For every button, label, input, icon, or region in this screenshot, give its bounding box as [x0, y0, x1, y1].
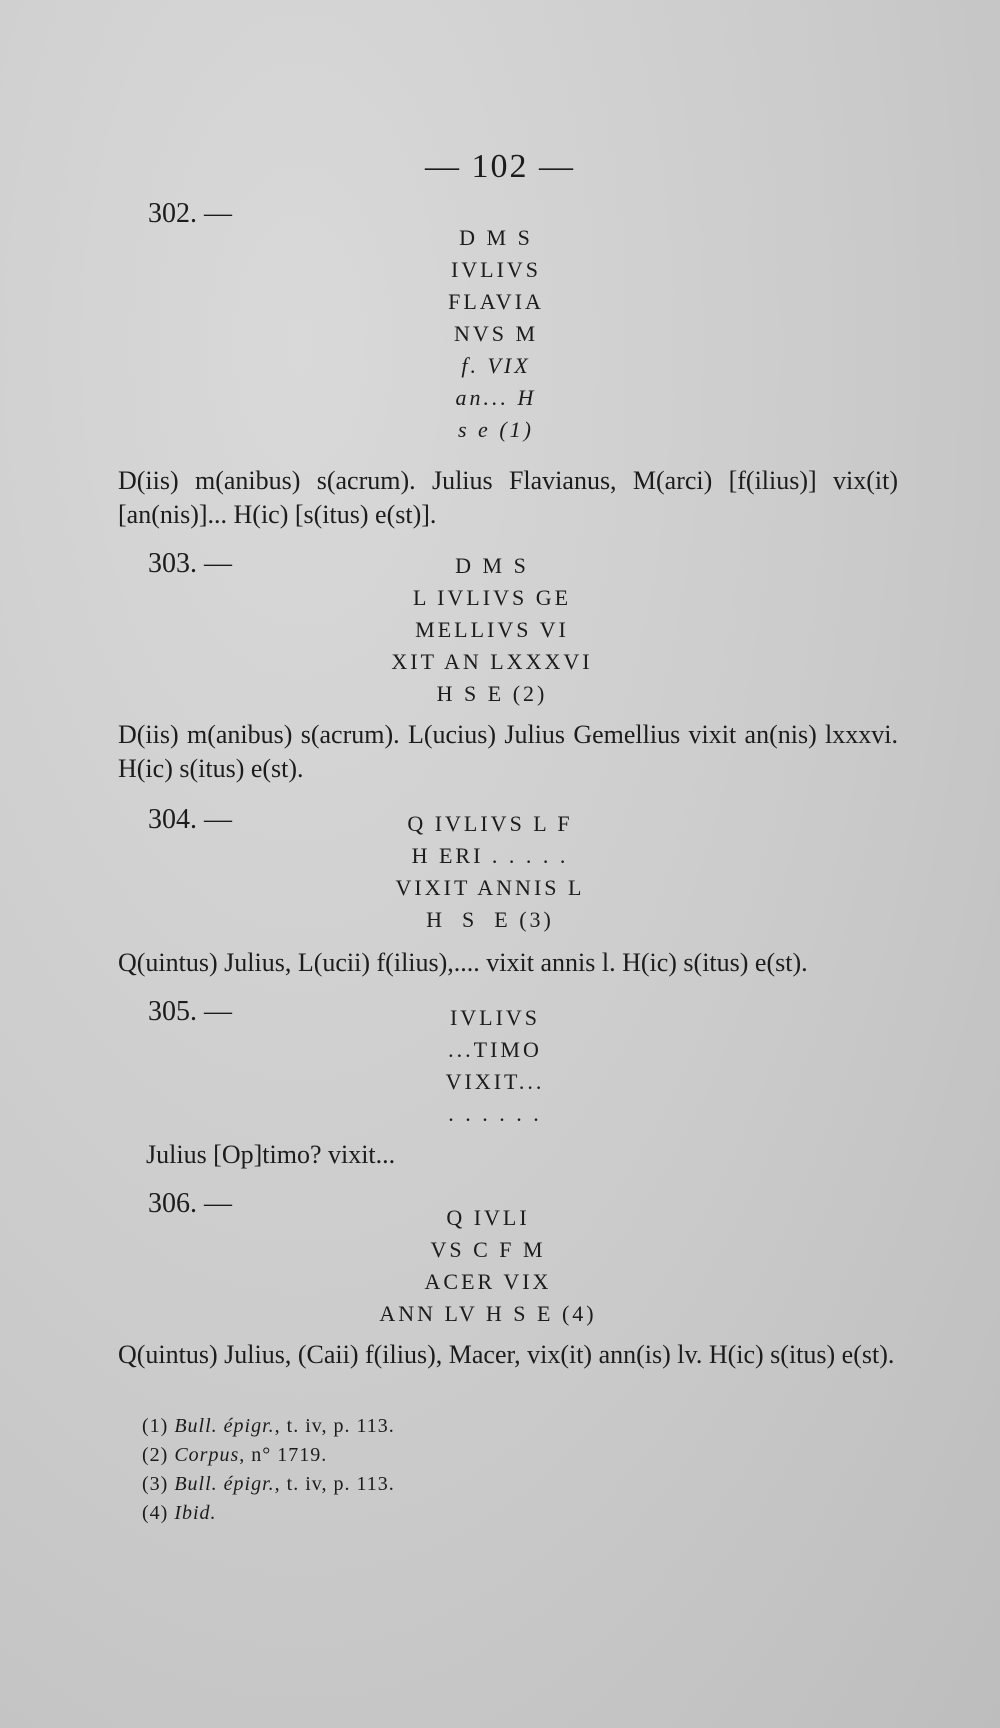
- footnote-source: Bull. épigr.: [174, 1415, 275, 1437]
- inscription-block: [0, 1002, 995, 1130]
- inscription-line: Q IVLI: [446, 1205, 530, 1230]
- translation-text: D(iis) m(anibus) s(acrum). Julius Flavianus, M(arci) [f(ilius)] vix(it) [an(nis)]... H(ic) [s(itus) e(st)].: [118, 466, 898, 529]
- inscription-line: H S E (3): [426, 907, 554, 932]
- footnote: [142, 1412, 842, 1441]
- footnote-mark: (2): [142, 1444, 169, 1466]
- inscription-line: L IVLIVS GE: [412, 585, 572, 610]
- translation-text: D(iis) m(anibus) s(acrum). L(ucius) Julius Gemellius vixit an(nis) lxxxvi. H(ic) s(itus) e(st).: [118, 720, 898, 783]
- inscription-line: IVLIVS: [450, 257, 542, 282]
- inscription-line: an... H: [455, 385, 537, 410]
- inscription-line: NVS M: [453, 321, 539, 346]
- entry-number: 303. —: [148, 548, 232, 579]
- inscription-line: H ERI . . . . .: [411, 843, 569, 868]
- inscription-line: f. VIX: [461, 353, 531, 378]
- inscription-line: s e (1): [458, 417, 534, 442]
- footnote-ref: , n° 1719.: [239, 1444, 328, 1466]
- inscription-block: [0, 550, 992, 710]
- entry-number: 306. —: [148, 1188, 232, 1219]
- inscription-line: D M S: [459, 225, 533, 250]
- translation-text: Q(uintus) Julius, L(ucii) f(ilius),.... vixit annis l. H(ic) s(itus) e(st).: [118, 948, 808, 977]
- inscription-line: MELLIVS VI: [415, 617, 569, 642]
- page-number-header: — 102 —: [425, 148, 575, 185]
- inscription-block: [0, 1202, 988, 1330]
- footnote: [142, 1441, 842, 1470]
- inscription-line: ACER VIX: [424, 1269, 552, 1294]
- translation-text: Julius [Op]timo? vixit...: [146, 1140, 396, 1169]
- inscription-line: VIXIT ANNIS L: [395, 875, 585, 900]
- entry-number: 304. —: [148, 804, 232, 835]
- inscription-line: ...TIMO: [448, 1037, 542, 1062]
- footnote-source: Corpus: [174, 1444, 240, 1466]
- footnote: [142, 1499, 842, 1528]
- inscription-line: . . . . . .: [448, 1101, 542, 1126]
- footnote-source: Ibid.: [174, 1502, 217, 1524]
- inscription-line: IVLIVS: [449, 1005, 541, 1030]
- inscription-line: Q IVLIVS L F: [407, 811, 573, 836]
- inscription-block: [0, 222, 996, 446]
- translation-text: Q(uintus) Julius, (Caii) f(ilius), Macer, vix(it) ann(is) lv. H(ic) s(itus) e(st).: [118, 1340, 895, 1369]
- footnote-mark: (4): [142, 1502, 169, 1524]
- inscription-line: VIXIT...: [445, 1069, 545, 1094]
- inscription-line: FLAVIA: [448, 289, 544, 314]
- inscription-line: H S E (2): [436, 681, 548, 706]
- entry-number: 305. —: [148, 996, 232, 1027]
- footnote: [142, 1470, 842, 1499]
- footnote-source: Bull. épigr.: [174, 1473, 275, 1495]
- footnotes: [142, 1412, 842, 1528]
- inscription-line: XIT AN LXXXVI: [391, 649, 593, 674]
- inscription-block: [0, 808, 990, 936]
- inscription-line: VS C F M: [430, 1237, 546, 1262]
- entry-number: 302. —: [148, 198, 232, 229]
- inscription-line: ANN LV H S E (4): [379, 1301, 597, 1326]
- inscription-line: D M S: [455, 553, 529, 578]
- footnote-mark: (1): [142, 1415, 169, 1437]
- footnote-mark: (3): [142, 1473, 169, 1495]
- footnote-ref: , t. iv, p. 113.: [274, 1415, 395, 1437]
- footnote-ref: , t. iv, p. 113.: [274, 1473, 395, 1495]
